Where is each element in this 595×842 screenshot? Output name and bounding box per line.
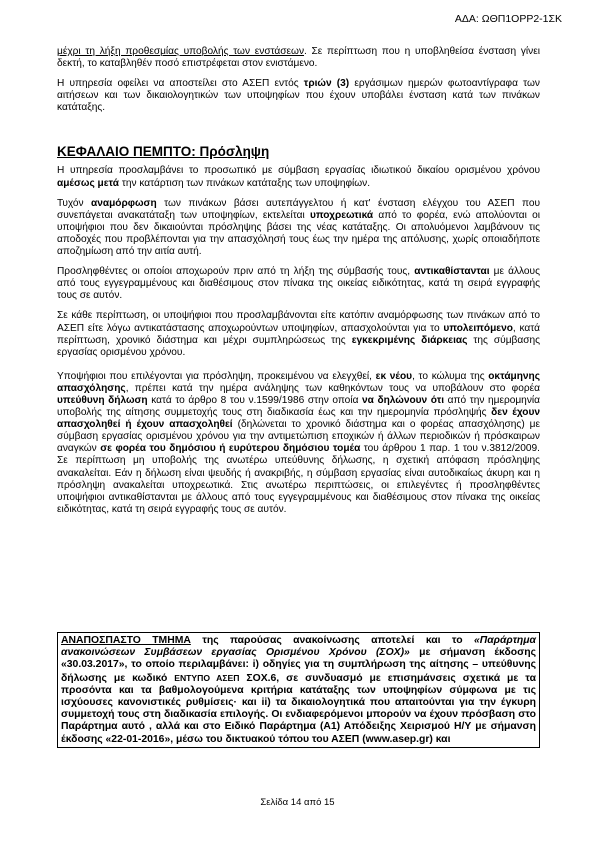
detachable-section-title: ΑΝΑΠΟΣΠΑΣΤΟ ΤΜΗΜΑ [61, 635, 191, 646]
deadline-text: μέχρι τη λήξη προθεσμίας υποβολής των ενστάσεων [57, 46, 305, 57]
paragraph-send-copies: Η υπηρεσία οφείλει να αποστείλει στο ΑΣΕΠ εντός τριών (3) εργάσιμων ημερών φωτοαντίγραφα των αιτήσεων και των δικαιολογητικών των υποψηφίων που έχουν υποβάλει ένσταση κατά των πινάκων κατάταξης. [57, 78, 540, 114]
page-number: Σελίδα 14 από 15 [260, 797, 335, 808]
asep-website-link[interactable]: (www.asep.gr) [362, 733, 433, 745]
page-content [57, 46, 540, 524]
paragraph-objection-refund: μέχρι τη λήξη προθεσμίας υποβολής των ενστάσεων. Σε περίπτωση που η υποβληθείσα ένσταση γίνει δεκτή, το καταβληθέν ποσό επιστρέφεται στον ενιστάμενο. [57, 46, 540, 70]
ada-code: ΑΔΑ: ΩΘΠ1ΟΡΡ2-1ΣΚ [454, 13, 562, 25]
paragraph-replacement: Προσληφθέντες οι οποίοι αποχωρούν πριν από τη λήξη της σύμβασής τους, αντικαθίστανται με άλλους από τους εγγεγραμμένους και διαθέσιμους στον πίνακα της οικείας ειδικότητας, κατά τη σειρά εγγραφής τους σε αυτόν. [57, 266, 540, 302]
chapter-heading: ΚΕΦΑΛΑΙΟ ΠΕΜΠΤΟ: Πρόσληψη [57, 144, 270, 160]
paragraph-eight-month-rule: Υποψήφιοι που επιλέγονται για πρόσληψη, προκειμένου να ελεγχθεί, εκ νέου, το κώλυμα της οκτάμηνης απασχόλησης, πρέπει κατά την ημέρα ανάληψης των καθηκόντων τους να υποβάλουν στο φορέα υπεύθυνη δήλωση κατά το άρθρο 8 του ν.1599/1986 στην οποία να δηλώνουν ότι από την ημερομηνία υποβολής της αίτησης συμμετοχής τους στη διαδικασία έως και την ημερομηνία πρόσληψής δεν έχουν απασχοληθεί ή έχουν απασχοληθεί (δηλώνεται το χρονικό διάστημα και ο φορέας απασχόλησης) με σύμβαση εργασίας ορισμένου χρόνου για την αντιμετώπιση εποχικών ή άλλων περιοδικών ή πρόσκαιρων αναγκών σε φορέα του δημόσιου ή ευρύτερου δημόσιου τομέα του άρθρου 1 παρ. 1 του ν.3812/2009. Σε περίπτωση μη υποβολής της ανωτέρω υπεύθυνης δήλωσης, η σχετική απόφαση πρόσληψης ανακαλείται. Εάν η δήλωση είναι ψευδής ή ανακριβής, η σύμβαση εργασίας είναι αυτοδικαίως άκυρη και η πρόσληψη ανακαλείται υποχρεωτικά. Στις ανωτέρω περιπτώσεις, οι επιλεγέντες ή προσληφθέντες υποψήφιοι αντικαθίστανται με άλλους από τους εγγεγραμμένους και διαθέσιμους στον πίνακα της οικείας ειδικότητας, κατά τη σειρά εγγραφής τους σε αυτόν. [57, 370, 541, 515]
paragraph-remaining-period: Σε κάθε περίπτωση, οι υποψήφιοι που προσλαμβάνονται είτε κατόπιν αναμόρφωσης των πινάκων από το ΑΣΕΠ είτε λόγω αντικατάστασης αποχωρούντων υποψηφίων, απασχολούνται για το υπολειπόμενο, κατά περίπτωση, χρονικό διάστημα και μέχρι συμπληρώσεως της εγκεκριμένης διάρκειας της σύμβασης εργασίας ορισμένου χρόνου. [57, 310, 540, 358]
paragraph-reformation: Τυχόν αναμόρφωση των πινάκων βάσει αυτεπάγγελτου ή κατ' ένσταση ελέγχου του ΑΣΕΠ που συνεπάγεται ανακατάταξη των υποψηφίων, εκτελείται υποχρεωτικά από το φορέα, ενώ απολύονται οι υποψήφιοι που δεν δικαιούνται πρόσληψης βάσει της νέας κατάταξης. Οι απολυόμενοι λαμβάνουν τις αποδοχές που προβλέπονται για την απασχόλησή τους έως την ημέρα της απόλυσης, χωρίς οποιαδήποτε αποζημίωση από την αιτία αυτή. [57, 197, 541, 258]
paragraph-hiring: Η υπηρεσία προσλαμβάνει το προσωπικό με σύμβαση εργασίας ιδιωτικού δικαίου ορισμένου χρόνου αμέσως μετά την κατάρτιση των πινάκων κατάταξης των υποψηφίων. [57, 165, 540, 189]
detachable-section-box: ΑΝΑΠΟΣΠΑΣΤΟ ΤΜΗΜΑ της παρούσας ανακοίνωσης αποτελεί και το «Παράρτημα ανακοινώσεων Συμβάσεων εργασίας Ορισμένου Χρόνου (ΣΟΧ)» με σήμανση έκδοσης «30.03.2017», το οποίο περιλαμβάνει: i) οδηγίες για τη συμπλήρωση της αίτησης – υπεύθυνης δήλωσης με κωδικό ΕΝΤΥΠΟ ΑΣΕΠ ΣΟΧ.6, σε συνδυασμό με επισημάνσεις σχετικά με τα προσόντα και τα βαθμολογούμενα κριτήρια κατάταξης των υποψηφίων σύμφωνα με τις ισχύουσες κανονιστικές ρυθμίσεις· και ii) τα δικαιολογητικά που απαιτούνται για την έγκυρη συμμετοχή τους στη διαδικασία επιλογής. Οι ενδιαφερόμενοι μπορούν να έχουν πρόσβαση στο Παράρτημα αυτό , αλλά και στο Ειδικό Παράρτημα (Α1) Απόδειξης Χειρισμού Η/Υ με σήμανση έκδοσης «22-01-2016», μέσω του δικτυακού τόπου του ΑΣΕΠ (www.asep.gr) και [57, 632, 540, 748]
